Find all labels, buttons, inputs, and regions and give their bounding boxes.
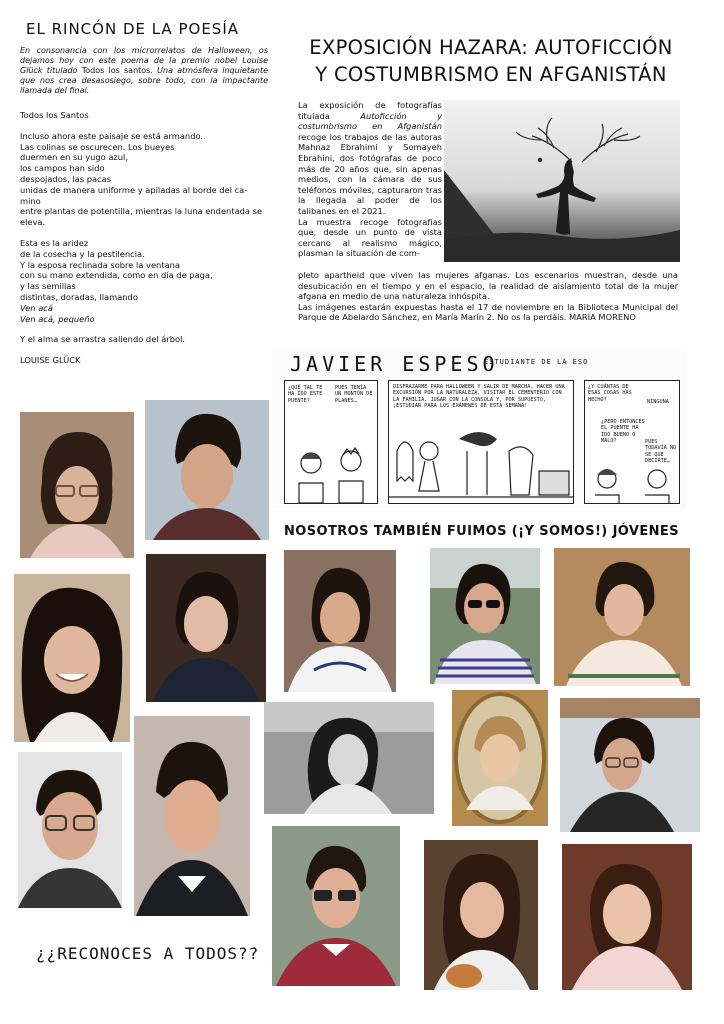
exhibition-text-a: La exposición de fotografías titulada xyxy=(298,100,442,121)
comic-author: JAVIER ESPESO xyxy=(290,352,499,376)
poem-title: Todos los Santos xyxy=(20,110,89,120)
portrait-photo xyxy=(430,548,540,684)
exhibition-text-p2: La muestra recoge fotografías que, desde un punto de vista cercano al realismo mágico, plasman la situación de com- xyxy=(298,216,442,259)
person-portrait xyxy=(554,548,690,686)
poem-last-line: Y el alma se arrastra saliendo del árbol. xyxy=(20,334,186,345)
person-portrait xyxy=(430,548,540,684)
person-portrait xyxy=(134,716,250,916)
comic-panel-1 xyxy=(284,380,378,504)
poem-line: Esta es la aridez xyxy=(20,237,89,248)
portrait-photo xyxy=(145,400,269,540)
person-portrait xyxy=(424,840,538,990)
exhibition-text xyxy=(298,100,442,259)
poetry-section-title: EL RINCÓN DE LA POESÍA xyxy=(26,20,240,38)
poetry-intro xyxy=(20,46,268,96)
speech-bubble: PUES TODAVÍA NO SE QUE DECIRTE… xyxy=(645,439,677,465)
poem-line: Y la esposa reclinada sobre la ventana xyxy=(20,259,180,270)
portrait-photo xyxy=(554,548,690,686)
exhibition-text-p2-cont: pleto apartheid que viven las mujeres afganas. Los escenarios muestran, desde una desubicación en el tiempo y en el espacio, la realidad de aislamiento total de la mujer afgana en medio de una naturaleza inhóspita. xyxy=(298,270,678,302)
portrait-photo xyxy=(452,690,548,826)
poem-line: los campos han sido xyxy=(20,163,105,174)
woman-silhouette-tree-image xyxy=(444,100,680,262)
poem-line: mino xyxy=(20,195,41,206)
portrait-photo xyxy=(424,840,538,990)
portrait-photo xyxy=(146,554,266,702)
poem-line-call: Ven acá, pequeño xyxy=(20,313,95,324)
portrait-photo xyxy=(264,702,434,814)
person-portrait xyxy=(284,550,396,692)
exhibition-title xyxy=(286,34,696,88)
poetry-intro-c: Una atmósfera inquietante que nos crea desasosiego, sobre todo, con la impactante llamada del final. xyxy=(20,66,269,95)
speech-bubble: PUES TENÍA UN MONTÓN DE PLANES… xyxy=(335,385,373,404)
youth-section-title: NOSOTROS TAMBIÉN FUIMOS (¡Y SOMOS!) JÓVENES xyxy=(284,524,679,539)
speech-bubble: ¿PERO ENTONCES EL PUENTE HA IDO BUENO O MALO? xyxy=(601,419,645,445)
speech-bubble: DISFRAZARME PARA HALLOWEEN Y SALIR DE MARCHA, HACER UNA EXCURSIÓN POR LA NATURALEZA, VISITAR EL CEMENTERIO CON LA FAMILIA, JUGAR CON LA CONSOLA Y, POR SUPUESTO, ¡ESTUDIAR PARA LOS EXÁMENES DE ESTA SEMANA! xyxy=(393,384,565,410)
two-kids-drawing xyxy=(285,435,378,504)
poetry-intro-b: Todos los santos. xyxy=(81,66,153,75)
comic-panel-3 xyxy=(584,380,680,504)
poem-line: Las colinas se oscurecen. Los bueyes xyxy=(20,141,175,152)
exhibition-photo xyxy=(444,100,680,262)
speech-bubble: ¿Y CUÁNTAS DE ESAS COSAS HAS HECHO? xyxy=(588,384,632,403)
poem-line: entre plantas de potentilla, mientras la luna endentada se xyxy=(20,206,263,217)
poem-line: eleva. xyxy=(20,217,46,228)
person-portrait xyxy=(145,400,269,540)
portrait-photo xyxy=(272,826,400,986)
portrait-photo xyxy=(560,698,700,832)
poem-line: unidas de manera uniforme y apiladas al borde del ca- xyxy=(20,184,248,195)
comic-author-subtitle: ESTUDIANTE DE LA ESO xyxy=(484,358,589,366)
poem-line: despojados, las pacas xyxy=(20,173,112,184)
poem-line: distintas, doradas, llamando xyxy=(20,291,138,302)
exhibition-text-b: recoge los trabajos de las autoras Mahnaz Ebrahimi y Somayeh Ebrahini, dos fotógrafas de poco más de 20 años que, sin apenas medios, con la cámara de sus teléfonos móviles, capturaron tras la llegada al poder de los talibanes en el 2021. xyxy=(298,131,442,216)
halloween-scene-drawing xyxy=(389,421,574,504)
portrait-photo xyxy=(284,550,396,692)
two-kids-drawing xyxy=(585,465,680,504)
recognize-question: ¿¿RECONOCES A TODOS?? xyxy=(36,944,260,963)
exhibition-title-line: Y COSTUMBRISMO EN AFGANISTÁN xyxy=(315,63,667,86)
person-portrait xyxy=(264,702,434,814)
poem-line: y las semillas xyxy=(20,281,76,292)
person-portrait xyxy=(18,752,122,908)
person-portrait xyxy=(14,574,130,742)
poem-line: de la cosecha y la pestilencia. xyxy=(20,248,145,259)
portrait-photo xyxy=(18,752,122,908)
speech-bubble: NINGUNA xyxy=(647,399,669,405)
poem-line: con su mano extendida, como en día de paga, xyxy=(20,270,213,281)
person-portrait xyxy=(560,698,700,832)
exhibition-text-continued xyxy=(298,270,678,323)
speech-bubble: ¿QUÉ TAL TE HA IDO ESTE PUENTE? xyxy=(288,385,323,404)
poetry-intro-a: En consonancia con los microrrelatos de Halloween, os dejamos hoy con este poema de la premio nobel Louise Glück titulado xyxy=(20,46,268,75)
portrait-photo xyxy=(562,844,692,990)
person-portrait xyxy=(272,826,400,986)
exhibition-title-line: EXPOSICIÓN HAZARA: AUTOFICCIÓN xyxy=(309,36,673,59)
portrait-photo xyxy=(14,574,130,742)
portrait-photo xyxy=(20,412,134,558)
exhibition-text-italic: Autoficción y costumbrismo en Afganistán xyxy=(298,110,443,132)
poem-author: LOUISE GLÜCK xyxy=(20,355,81,366)
poem-line: Incluso ahora este paisaje se está armando. xyxy=(20,130,204,141)
person-portrait xyxy=(20,412,134,558)
person-portrait xyxy=(562,844,692,990)
person-portrait xyxy=(452,690,548,826)
poem-line: duermen en su yugo azul, xyxy=(20,152,128,163)
poem xyxy=(20,110,268,366)
comic-panel-2 xyxy=(388,380,574,504)
poem-line-call: Ven acá xyxy=(20,302,53,313)
exhibition-text-p3: Las imágenes estarán expuestas hasta el 17 de noviembre en la Biblioteca Municipal del Parque de Abelardo Sánchez, en María Marín 2. No os la perdáis. MARÍA MORENO xyxy=(298,301,678,323)
portrait-photo xyxy=(134,716,250,916)
person-portrait xyxy=(146,554,266,702)
